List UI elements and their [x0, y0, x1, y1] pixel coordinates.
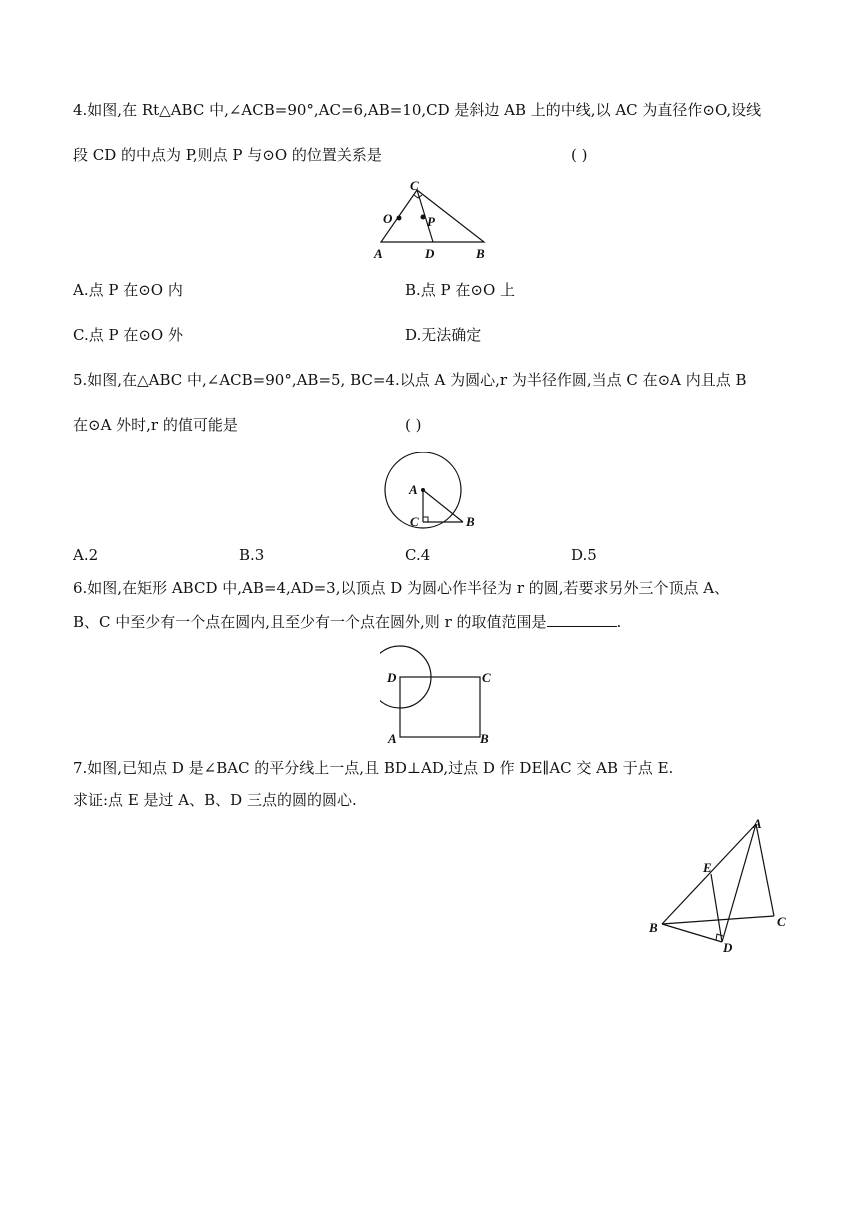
q5-option-b: B.3 [239, 546, 265, 564]
q6-stem-line-1: 6.如图,在矩形 ABCD 中,AB=4,AD=3,以顶点 D 为圆心作半径为 r 的圆,若要求另外三个顶点 A、 [73, 579, 730, 597]
q7-figure [640, 812, 795, 957]
q7-stem-line-1: 7.如图,已知点 D 是∠BAC 的平分线上一点,且 BD⊥AD,过点 D 作 DE∥AC 交 AB 于点 E. [73, 759, 674, 777]
q7-label-a: A [753, 816, 762, 831]
q4-option-b: B.点 P 在⊙O 上 [405, 281, 516, 299]
q6-answer-blank[interactable] [547, 612, 617, 627]
q7-label-b: B [649, 920, 658, 935]
q4-option-c: C.点 P 在⊙O 外 [73, 326, 183, 344]
q4-label-d: D [425, 246, 435, 261]
q6-stem-line-2 [73, 612, 621, 632]
q5-stem-line-2: 在⊙A 外时,r 的值可能是 [73, 416, 238, 434]
q5-figure [378, 452, 483, 534]
q6-label-d: D [387, 670, 397, 685]
q5-answer-paren: ( ) [405, 416, 422, 434]
q5-label-c: C [410, 514, 419, 529]
q4-option-d: D.无法确定 [405, 326, 482, 344]
q4-figure [365, 180, 495, 262]
q4-label-c: C [410, 180, 419, 193]
q4-option-a: A.点 P 在⊙O 内 [73, 281, 183, 299]
q4-label-b: B [476, 246, 485, 261]
q5-stem-line-1: 5.如图,在△ABC 中,∠ACB=90°,AB=5, BC=4.以点 A 为圆心,r 为半径作圆,当点 C 在⊙A 内且点 B [73, 371, 747, 389]
q4-label-a: A [374, 246, 383, 261]
q7-stem-line-2: 求证:点 E 是过 A、B、D 三点的圆的圆心. [73, 791, 357, 809]
q4-stem-line-2: 段 CD 的中点为 P,则点 P 与⊙O 的位置关系是 [73, 146, 382, 164]
q4-label-p: P [427, 214, 435, 229]
q6-label-b: B [480, 731, 489, 746]
q5-option-d: D.5 [571, 546, 597, 564]
q4-answer-paren: ( ) [571, 146, 588, 164]
q5-label-b: B [466, 514, 475, 529]
q6-label-c: C [482, 670, 491, 685]
q4-label-o: O [383, 211, 393, 226]
q7-label-d: D [723, 940, 733, 955]
q6-stem-end: . [616, 613, 622, 631]
q5-option-a: A.2 [73, 546, 99, 564]
q7-label-e: E [703, 860, 712, 875]
q6-stem-text: B、C 中至少有一个点在圆内,且至少有一个点在圆外,则 r 的取值范围是 [73, 613, 547, 631]
q5-label-a: A [409, 482, 418, 497]
q4-stem-line-1: 4.如图,在 Rt△ABC 中,∠ACB=90°,AC=6,AB=10,CD 是斜边 AB 上的中线,以 AC 为直径作⊙O,设线 [73, 101, 762, 119]
q5-option-c: C.4 [405, 546, 431, 564]
q6-label-a: A [388, 731, 397, 746]
q7-label-c: C [777, 914, 786, 929]
q6-figure [380, 644, 495, 748]
